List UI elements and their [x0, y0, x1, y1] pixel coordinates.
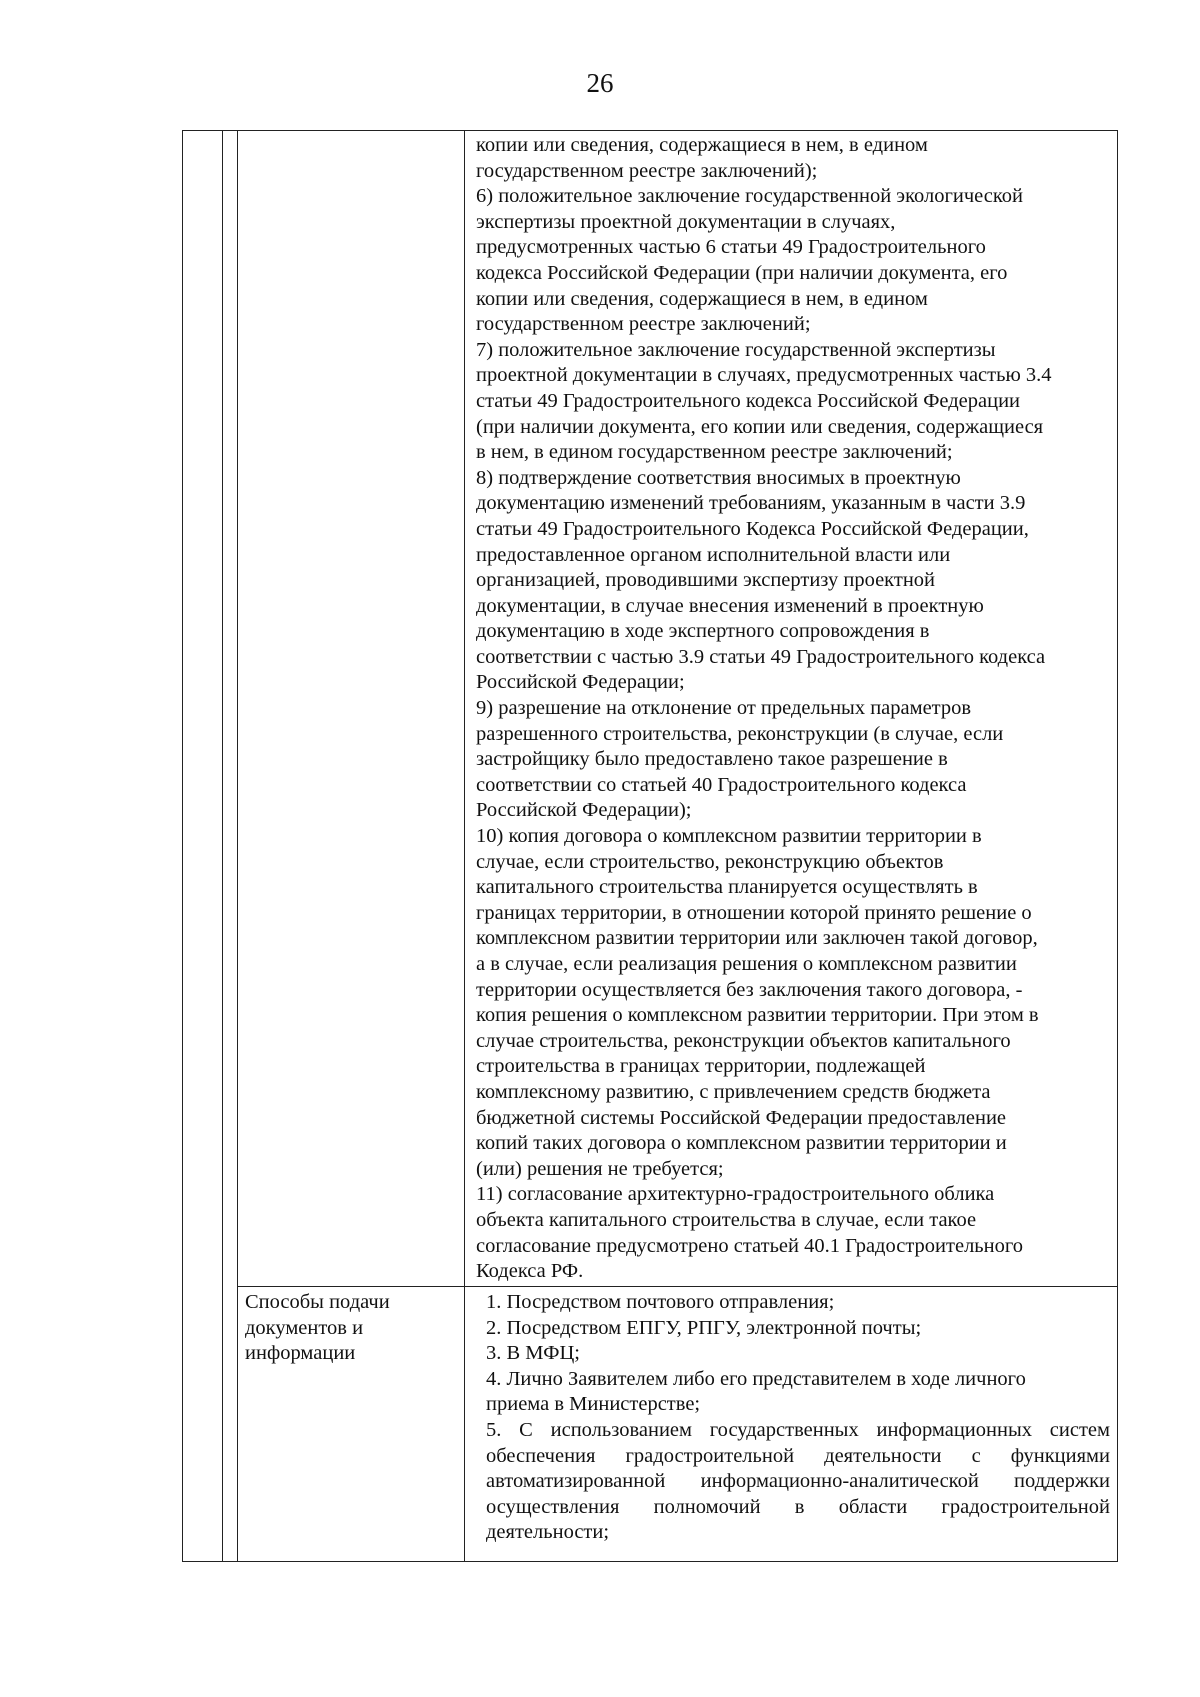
text-line: 7) положительное заключение государственной экспертизы: [476, 338, 996, 361]
text-line: автоматизированной информационно-аналитической поддержки: [486, 1470, 1110, 1493]
submission-method-item-5: [486, 1418, 1110, 1546]
submission-methods-list: [486, 1290, 1110, 1418]
text-line: копия решения о комплексном развитии территории. При этом в: [476, 1004, 1039, 1027]
text-line: Российской Федерации);: [476, 799, 692, 822]
documents-list-cell: [476, 133, 1110, 1285]
table-column-divider-2: [237, 130, 238, 1562]
text-line: организацией, проводившими экспертизу проектной: [476, 569, 936, 592]
text-line: копии или сведения, содержащиеся в нем, в едином: [476, 134, 928, 156]
text-line: границах территории, в отношении которой принято решение о: [476, 901, 1032, 924]
text-line: соответствии с частью 3.9 статьи 49 Градостроительного кодекса: [476, 645, 1046, 668]
text-line: (или) решения не требуется;: [476, 1157, 724, 1180]
list-item: 4. Лично Заявителем либо его представителем в ходе личного: [486, 1367, 1026, 1390]
text-line: документацию изменений требованиям, указанным в части 3.9: [476, 492, 1026, 515]
submission-methods-label: [245, 1290, 457, 1367]
text-line: 5. С использованием государственных информационных систем: [486, 1419, 1110, 1441]
text-line: случае, если строительство, реконструкцию объектов: [476, 850, 944, 873]
text-line: документацию в ходе экспертного сопровождения в: [476, 620, 930, 643]
text-line: капитального строительства планируется осуществлять в: [476, 876, 978, 899]
label-line: Способы подачи: [245, 1291, 390, 1313]
text-line: кодекса Российской Федерации (при наличии документа, его: [476, 261, 1008, 284]
text-line: а в случае, если реализация решения о комплексном развитии: [476, 953, 1017, 975]
text-line: Кодекса РФ.: [476, 1260, 584, 1283]
text-line: копий таких договора о комплексном развитии территории и: [476, 1132, 1007, 1155]
page-number: 26: [586, 68, 614, 98]
label-line: документов и: [245, 1316, 364, 1339]
text-line: статьи 49 Градостроительного Кодекса Российской Федерации,: [476, 517, 1029, 540]
text-line: обеспечения градостроительной деятельности с функциями: [486, 1444, 1110, 1467]
list-item: 3. В МФЦ;: [486, 1342, 580, 1365]
text-line: разрешенного строительства, реконструкции (в случае, если: [476, 722, 1004, 745]
text-line: государственном реестре заключений);: [476, 159, 818, 182]
list-item: приема в Министерстве;: [486, 1393, 701, 1416]
text-line: статьи 49 Градостроительного кодекса Российской Федерации: [476, 389, 1021, 412]
text-line: предоставленное органом исполнительной власти или: [476, 543, 951, 566]
text-line: 10) копия договора о комплексном развитии территории в: [476, 825, 982, 848]
text-line: (при наличии документа, его копии или сведения, содержащиеся: [476, 415, 1044, 438]
text-line: экспертизы проектной документации в случаях,: [476, 210, 896, 233]
list-item: 1. Посредством почтового отправления;: [486, 1291, 835, 1313]
text-line: 11) согласование архитектурно-градостроительного облика: [476, 1183, 995, 1206]
list-item: 2. Посредством ЕПГУ, РПГУ, электронной почты;: [486, 1316, 922, 1339]
table-column-divider-1: [222, 130, 223, 1562]
text-line: предусмотренных частью 6 статьи 49 Градостроительного: [476, 236, 986, 259]
text-line: государственном реестре заключений;: [476, 313, 811, 336]
text-line: в нем, в едином государственном реестре заключений;: [476, 441, 953, 464]
table-column-divider-3: [464, 130, 465, 1562]
text-line: территории осуществляется без заключения такого договора, -: [476, 978, 1023, 1001]
text-line: 8) подтверждение соответствия вносимых в проектную: [476, 466, 961, 489]
text-line: документации, в случае внесения изменений в проектную: [476, 594, 984, 617]
text-line: строительства в границах территории, подлежащей: [476, 1055, 926, 1078]
text-line: случае строительства, реконструкции объектов капитального: [476, 1029, 1011, 1052]
text-line: копии или сведения, содержащиеся в нем, в едином: [476, 287, 928, 310]
text-line: проектной документации в случаях, предусмотренных частью 3.4: [476, 364, 1052, 387]
table-right-border: [1117, 130, 1118, 1562]
text-line: 6) положительное заключение государственной экологической: [476, 185, 1024, 208]
text-line: 9) разрешение на отклонение от предельных параметров: [476, 697, 972, 720]
table-row-divider: [237, 1286, 1118, 1287]
text-line: соответствии со статьей 40 Градостроительного кодекса: [476, 773, 967, 796]
label-line: информации: [245, 1342, 356, 1365]
text-line: объекта капитального строительства в случае, если такое: [476, 1208, 977, 1231]
text-line: комплексном развитии территории или заключен такой договор,: [476, 927, 1038, 950]
text-line: Российской Федерации;: [476, 671, 685, 694]
text-line: осуществления полномочий в области градостроительной: [486, 1495, 1110, 1518]
text-line: бюджетной системы Российской Федерации предоставление: [476, 1106, 1007, 1129]
text-line: комплексному развитию, с привлечением средств бюджета: [476, 1080, 991, 1103]
text-line: застройщику было предоставлено такое разрешение в: [476, 748, 948, 771]
text-line: согласование предусмотрено статьей 40.1 Градостроительного: [476, 1234, 1024, 1257]
text-line: деятельности;: [486, 1521, 610, 1544]
